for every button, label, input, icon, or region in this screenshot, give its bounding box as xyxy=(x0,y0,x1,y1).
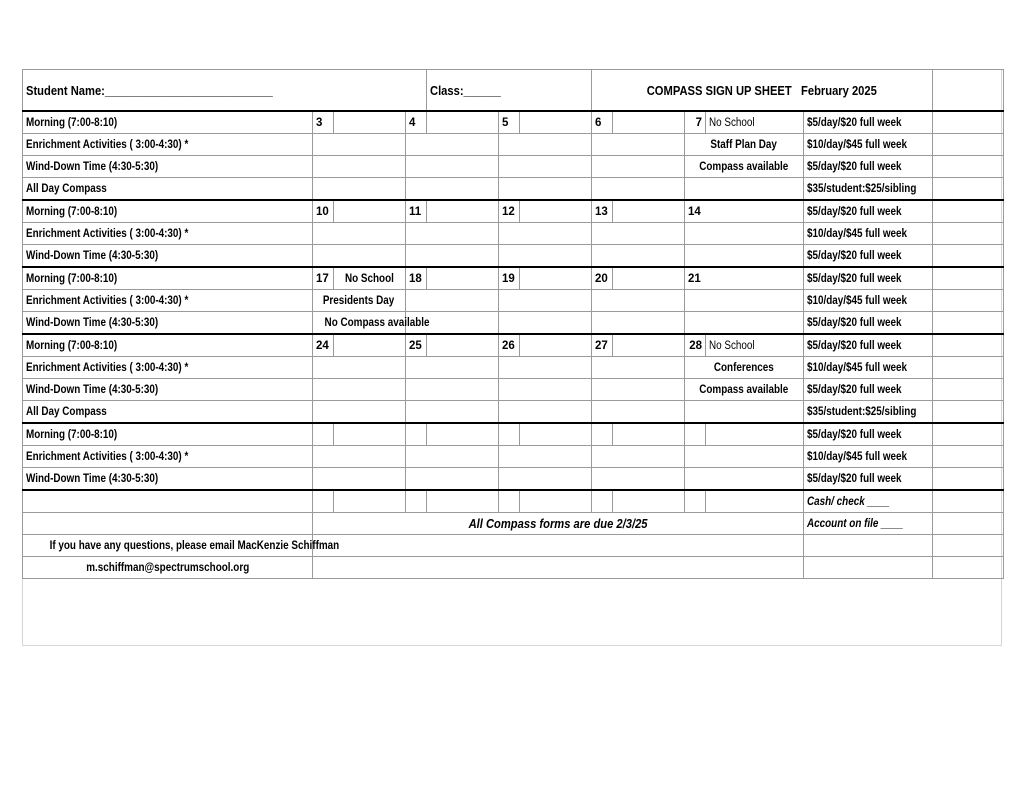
blank-cell xyxy=(804,535,933,557)
checkbox-cell[interactable] xyxy=(499,312,592,335)
checkbox-cell[interactable] xyxy=(499,245,592,268)
questions-note: If you have any questions, please email MacKenzie Schiffman xyxy=(23,535,313,557)
date-10: 10 xyxy=(313,200,334,223)
week2-enrichment-row xyxy=(23,223,1004,245)
checkbox-cell[interactable] xyxy=(499,379,592,401)
blank-cell xyxy=(933,513,1004,535)
checkbox-cell[interactable] xyxy=(685,446,804,468)
checkbox-cell[interactable] xyxy=(592,312,685,335)
row-label-morning: Morning (7:00-8:10) xyxy=(23,111,313,134)
checkbox-cell[interactable] xyxy=(427,200,499,223)
contact-email[interactable]: m.schiffman@spectrumschool.org xyxy=(23,557,313,579)
price-allday: $35/student:$25/sibling xyxy=(804,178,933,201)
row-label-enrichment: Enrichment Activities ( 3:00-4:30) * xyxy=(23,223,313,245)
blank-cell xyxy=(406,490,427,513)
date-24: 24 xyxy=(313,334,334,357)
date-13: 13 xyxy=(592,200,613,223)
checkbox-cell[interactable] xyxy=(685,290,804,312)
week4-morning-row xyxy=(23,334,1004,357)
date-12: 12 xyxy=(499,200,520,223)
checkbox-cell[interactable] xyxy=(520,423,592,446)
checkbox-cell[interactable] xyxy=(313,446,406,468)
note-no-compass-available: No Compass available xyxy=(313,312,406,335)
week4-allday-row xyxy=(23,401,1004,424)
checkbox-cell[interactable] xyxy=(313,134,406,156)
checkbox-cell[interactable] xyxy=(592,245,685,268)
row-label-morning: Morning (7:00-8:10) xyxy=(23,423,313,446)
week3-winddown-row xyxy=(23,312,1004,335)
date-5: 5 xyxy=(499,111,520,134)
checkbox-cell[interactable] xyxy=(592,401,685,424)
checkbox-cell[interactable] xyxy=(406,290,499,312)
checkbox-cell[interactable] xyxy=(499,401,592,424)
checkbox-cell[interactable] xyxy=(499,178,592,201)
date-6: 6 xyxy=(592,111,613,134)
row-label-winddown: Wind-Down Time (4:30-5:30) xyxy=(23,312,313,335)
checkbox-cell[interactable] xyxy=(499,290,592,312)
blank-cell xyxy=(933,446,1004,468)
blank-cell xyxy=(933,70,1004,112)
price-morning: $5/day/$20 full week xyxy=(804,334,933,357)
price-morning: $5/day/$20 full week xyxy=(804,200,933,223)
checkbox-cell[interactable] xyxy=(313,468,406,491)
checkbox-cell[interactable] xyxy=(613,423,685,446)
checkbox-cell[interactable] xyxy=(706,423,804,446)
note-compass-available: Compass available xyxy=(685,379,804,401)
checkbox-cell[interactable] xyxy=(313,245,406,268)
checkbox-cell[interactable] xyxy=(406,468,499,491)
checkbox-cell[interactable] xyxy=(592,446,685,468)
price-morning: $5/day/$20 full week xyxy=(804,267,933,290)
blank-cell xyxy=(313,535,804,557)
date-17: 17 xyxy=(313,267,334,290)
blank-cell xyxy=(313,490,334,513)
forms-due-notice: All Compass forms are due 2/3/25 xyxy=(313,513,804,535)
checkbox-cell[interactable] xyxy=(334,200,406,223)
footer-row-3 xyxy=(23,535,1004,557)
price-winddown: $5/day/$20 full week xyxy=(804,312,933,335)
price-winddown: $5/day/$20 full week xyxy=(804,156,933,178)
checkbox-cell[interactable] xyxy=(685,312,804,335)
week1-allday-row xyxy=(23,178,1004,201)
row-label-enrichment: Enrichment Activities ( 3:00-4:30) * xyxy=(23,134,313,156)
checkbox-cell[interactable] xyxy=(499,156,592,178)
price-winddown: $5/day/$20 full week xyxy=(804,379,933,401)
row-label-enrichment: Enrichment Activities ( 3:00-4:30) * xyxy=(23,446,313,468)
row-label-winddown: Wind-Down Time (4:30-5:30) xyxy=(23,379,313,401)
date-26: 26 xyxy=(499,334,520,357)
checkbox-cell[interactable] xyxy=(313,223,406,245)
price-enrichment: $10/day/$45 full week xyxy=(804,290,933,312)
checkbox-cell[interactable] xyxy=(613,334,685,357)
checkbox-cell[interactable] xyxy=(685,245,804,268)
blank-cell xyxy=(933,223,1004,245)
checkbox-cell[interactable] xyxy=(613,200,685,223)
row-label-enrichment: Enrichment Activities ( 3:00-4:30) * xyxy=(23,290,313,312)
blank-cell xyxy=(933,401,1004,424)
checkbox-cell[interactable] xyxy=(427,334,499,357)
week3-enrichment-row xyxy=(23,290,1004,312)
checkbox-cell[interactable] xyxy=(592,156,685,178)
week5-enrichment-row xyxy=(23,446,1004,468)
checkbox-cell[interactable] xyxy=(520,111,592,134)
row-label-winddown: Wind-Down Time (4:30-5:30) xyxy=(23,245,313,268)
checkbox-cell[interactable] xyxy=(592,223,685,245)
week1-enrichment-row xyxy=(23,134,1004,156)
checkbox-cell[interactable] xyxy=(313,178,406,201)
price-morning: $5/day/$20 full week xyxy=(804,111,933,134)
checkbox-cell[interactable] xyxy=(685,223,804,245)
blank-cell xyxy=(933,200,1004,223)
blank-cell xyxy=(933,178,1004,201)
checkbox-cell[interactable] xyxy=(406,156,499,178)
footer-row-1 xyxy=(23,490,1004,513)
blank-cell xyxy=(706,490,804,513)
checkbox-cell[interactable] xyxy=(613,267,685,290)
blank-cell xyxy=(933,290,1004,312)
checkbox-cell[interactable] xyxy=(313,156,406,178)
checkbox-cell[interactable] xyxy=(427,111,499,134)
date-18: 18 xyxy=(406,267,427,290)
price-winddown: $5/day/$20 full week xyxy=(804,245,933,268)
date-25: 25 xyxy=(406,334,427,357)
checkbox-cell[interactable] xyxy=(592,290,685,312)
date-21: 21 xyxy=(685,267,804,290)
checkbox-cell[interactable] xyxy=(313,401,406,424)
blank-cell xyxy=(933,134,1004,156)
row-label-winddown: Wind-Down Time (4:30-5:30) xyxy=(23,156,313,178)
week2-winddown-row xyxy=(23,245,1004,268)
blank-cell xyxy=(613,490,685,513)
blank-cell xyxy=(933,267,1004,290)
checkbox-cell[interactable] xyxy=(499,223,592,245)
blank-cell xyxy=(520,490,592,513)
blank-cell xyxy=(933,245,1004,268)
week1-morning-row xyxy=(23,111,1004,134)
note-no-school: No School xyxy=(334,267,406,290)
checkbox-cell[interactable] xyxy=(427,267,499,290)
date-20: 20 xyxy=(592,267,613,290)
row-label-allday: All Day Compass xyxy=(23,401,313,424)
week5-morning-row xyxy=(23,423,1004,446)
blank-cell xyxy=(933,379,1004,401)
date-11: 11 xyxy=(406,200,427,223)
checkbox-cell[interactable] xyxy=(592,379,685,401)
checkbox-cell[interactable] xyxy=(406,357,499,379)
week3-morning-row xyxy=(23,267,1004,290)
row-label-enrichment: Enrichment Activities ( 3:00-4:30) * xyxy=(23,357,313,379)
checkbox-cell[interactable] xyxy=(313,357,406,379)
note-compass-available: Compass available xyxy=(685,156,804,178)
signup-table xyxy=(22,69,1004,579)
blank-cell xyxy=(334,490,406,513)
date-27: 27 xyxy=(592,334,613,357)
checkbox-cell[interactable] xyxy=(406,401,499,424)
row-label-morning: Morning (7:00-8:10) xyxy=(23,267,313,290)
checkbox-cell[interactable] xyxy=(592,468,685,491)
date-3: 3 xyxy=(313,111,334,134)
blank-cell xyxy=(933,156,1004,178)
checkbox-cell[interactable] xyxy=(499,468,592,491)
checkbox-cell[interactable] xyxy=(499,446,592,468)
week1-winddown-row xyxy=(23,156,1004,178)
checkbox-cell[interactable] xyxy=(427,423,499,446)
checkbox-cell[interactable] xyxy=(406,245,499,268)
checkbox-cell[interactable] xyxy=(334,423,406,446)
price-enrichment: $10/day/$45 full week xyxy=(804,223,933,245)
blank-cell xyxy=(499,490,520,513)
checkbox-cell[interactable] xyxy=(685,468,804,491)
checkbox-cell[interactable] xyxy=(592,357,685,379)
blank-cell xyxy=(23,513,313,535)
date-14: 14 xyxy=(685,200,804,223)
note-presidents-day: Presidents Day xyxy=(313,290,406,312)
blank-cell xyxy=(313,557,804,579)
blank-cell xyxy=(427,490,499,513)
checkbox-cell[interactable] xyxy=(334,111,406,134)
date-4: 4 xyxy=(406,111,427,134)
date-cell-blank xyxy=(499,423,520,446)
blank-cell xyxy=(933,357,1004,379)
checkbox-cell[interactable] xyxy=(499,357,592,379)
blank-cell xyxy=(933,490,1004,513)
checkbox-cell[interactable] xyxy=(520,267,592,290)
price-enrichment: $10/day/$45 full week xyxy=(804,357,933,379)
date-cell-blank xyxy=(406,423,427,446)
week4-enrichment-row xyxy=(23,357,1004,379)
checkbox-cell[interactable] xyxy=(406,379,499,401)
checkbox-cell[interactable] xyxy=(406,223,499,245)
date-7: 7 xyxy=(685,111,706,134)
blank-cell xyxy=(933,535,1004,557)
payment-cash-check[interactable]: Cash/ check ____ xyxy=(804,490,933,513)
checkbox-cell[interactable] xyxy=(592,134,685,156)
blank-cell xyxy=(933,468,1004,491)
date-cell-blank xyxy=(592,423,613,446)
payment-account-on-file[interactable]: Account on file ____ xyxy=(804,513,933,535)
checkbox-cell[interactable] xyxy=(334,334,406,357)
footer-row-2 xyxy=(23,513,1004,535)
student-name-field[interactable]: Student Name:___________________________ xyxy=(23,70,427,112)
price-morning: $5/day/$20 full week xyxy=(804,423,933,446)
checkbox-cell[interactable] xyxy=(406,134,499,156)
note-staff-plan-day: Staff Plan Day xyxy=(685,134,804,156)
checkbox-cell[interactable] xyxy=(406,178,499,201)
checkbox-cell[interactable] xyxy=(520,200,592,223)
sheet-title: COMPASS SIGN UP SHEET February 2025 xyxy=(592,70,933,112)
class-field[interactable]: Class:______ xyxy=(427,70,592,112)
blank-cell xyxy=(23,490,313,513)
checkbox-cell[interactable] xyxy=(499,134,592,156)
checkbox-cell[interactable] xyxy=(613,111,685,134)
checkbox-cell[interactable] xyxy=(592,178,685,201)
row-label-winddown: Wind-Down Time (4:30-5:30) xyxy=(23,468,313,491)
blank-cell xyxy=(804,557,933,579)
date-cell-blank xyxy=(685,423,706,446)
date-19: 19 xyxy=(499,267,520,290)
blank-cell xyxy=(933,312,1004,335)
blank-cell xyxy=(933,423,1004,446)
footer-row-4 xyxy=(23,557,1004,579)
week4-winddown-row xyxy=(23,379,1004,401)
blank-cell xyxy=(933,557,1004,579)
blank-cell xyxy=(933,334,1004,357)
price-winddown: $5/day/$20 full week xyxy=(804,468,933,491)
date-28: 28 xyxy=(685,334,706,357)
checkbox-cell[interactable] xyxy=(313,379,406,401)
checkbox-cell[interactable] xyxy=(685,178,804,201)
price-allday: $35/student:$25/sibling xyxy=(804,401,933,424)
checkbox-cell[interactable] xyxy=(685,401,804,424)
checkbox-cell[interactable] xyxy=(406,446,499,468)
blank-cell xyxy=(685,490,706,513)
price-enrichment: $10/day/$45 full week xyxy=(804,446,933,468)
date-cell-blank xyxy=(313,423,334,446)
note-conferences: Conferences xyxy=(685,357,804,379)
week2-morning-row xyxy=(23,200,1004,223)
header-row xyxy=(23,70,1004,112)
blank-cell xyxy=(933,111,1004,134)
note-no-school: No School xyxy=(706,111,804,134)
row-label-morning: Morning (7:00-8:10) xyxy=(23,200,313,223)
week5-winddown-row xyxy=(23,468,1004,491)
row-label-allday: All Day Compass xyxy=(23,178,313,201)
price-enrichment: $10/day/$45 full week xyxy=(804,134,933,156)
row-label-morning: Morning (7:00-8:10) xyxy=(23,334,313,357)
blank-cell xyxy=(592,490,613,513)
checkbox-cell[interactable] xyxy=(520,334,592,357)
note-no-school: No School xyxy=(706,334,804,357)
